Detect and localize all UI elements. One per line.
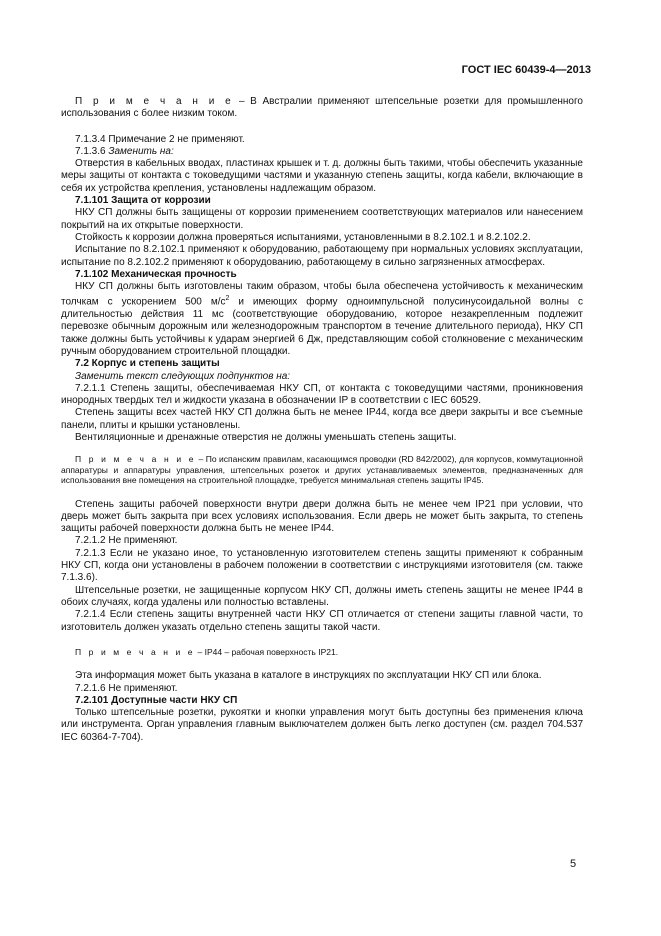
- note-label: П р и м е ч а н и е: [75, 646, 196, 657]
- paragraph: [61, 281, 583, 358]
- paragraph-text: и имеющих форму одноимпульсной полусинусоидальной волны с длительностью действия 11 мс (соответствующие оборудованию, которое незакрепленным подлежит перевозке обычным дорожным или железнодорожным транспортом в течение длительного периода), НКУ СП также должны быть устойчивы к ударам энергией 6 Дж, представляющим собой столкновение с механическим ручным оборудованием строительной площадки.: [61, 296, 583, 357]
- paragraph: Степень защиты рабочей поверхности внутри двери должна быть не менее чем IP21 при условии, что дверь может быть закрыта при всех условиях использования. Если дверь не может быть закрыта, то степень защиты рабочей поверхности должна быть не менее IP44.: [61, 498, 583, 535]
- note-text: – По испанским правилам, касающимся проводки (RD 842/2002), для корпусов, коммутационной аппаратуры и аппаратуры управления, штепсельных розеток и других устанавливаемых элементов, предназначенных для использования вне помещения на строительной площадке, требуется минимальная степень защиты IP45.: [61, 454, 583, 486]
- paragraph: 7.2.1.6 Не применяют.: [75, 682, 178, 694]
- paragraph: Испытание по 8.2.102.1 применяют к оборудованию, работающему при нормальных условиях эксплуатации, испытание по 8.2.102.2 применяют к оборудованию, работающему в сильно загрязненных атмосферах.: [61, 244, 583, 268]
- superscript: 2: [225, 295, 230, 303]
- paragraph: Только штепсельные розетки, рукоятки и кнопки управления могут быть доступны без применения ключа или инструмента. Орган управления главным выключателем должен быть легко доступен (см. раздел 704.537 IEC 60364-7-704).: [61, 707, 583, 743]
- paragraph: Эта информация может быть указана в каталоге в инструкциях по эксплуатации НКУ СП или блока.: [75, 670, 542, 682]
- paragraph: НКУ СП должны быть защищены от коррозии применением соответствующих материалов или нанесением покрытий на их открытые поверхности.: [61, 207, 583, 231]
- instruction-text: Заменить текст следующих подпунктов на:: [75, 370, 291, 382]
- paragraph: Степень защиты всех частей НКУ СП должна быть не менее IP44, когда все двери закрыты и все съемные панели, плиты и крышки установлены.: [61, 407, 583, 431]
- note-text: – IP44 – рабочая поверхность IP21.: [195, 646, 339, 657]
- page-number: 5: [570, 858, 577, 870]
- paragraph: [61, 146, 583, 158]
- paragraph: 7.2.1.3 Если не указано иное, то установленную изготовителем степень защиты применяют к собранным НКУ СП, когда они установлены в рабочем положении в соответствии с инструкциями изготовителя (см. также 7.1.3.6).: [61, 547, 583, 584]
- section-heading: 7.2 Корпус и степень защиты: [75, 358, 220, 370]
- clause-number: 7.1.3.6: [75, 145, 109, 157]
- document-body: [61, 96, 583, 744]
- note-spain: [61, 454, 583, 485]
- section-heading: 7.1.102 Механическая прочность: [75, 268, 237, 280]
- instruction-text: Заменить на:: [108, 145, 174, 157]
- paragraph: Вентиляционные и дренажные отверстия не должны уменьшать степень защиты.: [75, 432, 457, 444]
- note-australia: [61, 96, 583, 121]
- note-ip44: [61, 647, 583, 657]
- paragraph: 7.2.1.4 Если степень защиты внутренней части НКУ СП отличается от степени защиты главной части, то изготовитель должен указать отдельно степень защиты такой части.: [61, 609, 583, 633]
- standard-header: ГОСТ IEC 60439-4—2013: [461, 64, 591, 76]
- note-text: – В Австралии применяют штепсельные розетки для промышленного использования с более низким током.: [61, 96, 583, 120]
- section-heading: 7.1.101 Защита от коррозии: [75, 195, 211, 207]
- paragraph: 7.2.1.1 Степень защиты, обеспечиваемая НКУ СП, от контакта с токоведущими частями, проникновения инородных твердых тел и жидкости указана в обозначении IP в соответствии с IEC 60529.: [61, 382, 583, 407]
- note-label: П р и м е ч а н и е: [75, 454, 197, 465]
- paragraph: Штепсельные розетки, не защищенные корпусом НКУ СП, должны иметь степень защиты не менее IP44 в обоих случаях, когда удалены или полностью вставлены.: [61, 584, 583, 608]
- section-heading: 7.2.101 Доступные части НКУ СП: [75, 694, 238, 706]
- note-label: П р и м е ч а н и е: [75, 96, 234, 107]
- paragraph: Отверстия в кабельных вводах, пластинах крышек и т. д. должны быть такими, чтобы обеспечить указанные меры защиты от контакта с токоведущими частями и указанную степень защиты, когда кабели, включающие в себя их устройства крепления, установлены надлежащим образом.: [61, 158, 583, 194]
- paragraph: 7.1.3.4 Примечание 2 не применяют.: [75, 133, 245, 145]
- paragraph: 7.2.1.2 Не применяют.: [75, 535, 178, 547]
- paragraph: Стойкость к коррозии должна проверяться испытаниями, установленными в 8.2.102.1 и 8.2.102.2.: [75, 231, 531, 243]
- paragraph-text: НКУ СП должны быть изготовлены таким образом, чтобы была обеспечена устойчивость к механическим толчкам с ускорением 500 м/с: [61, 281, 583, 308]
